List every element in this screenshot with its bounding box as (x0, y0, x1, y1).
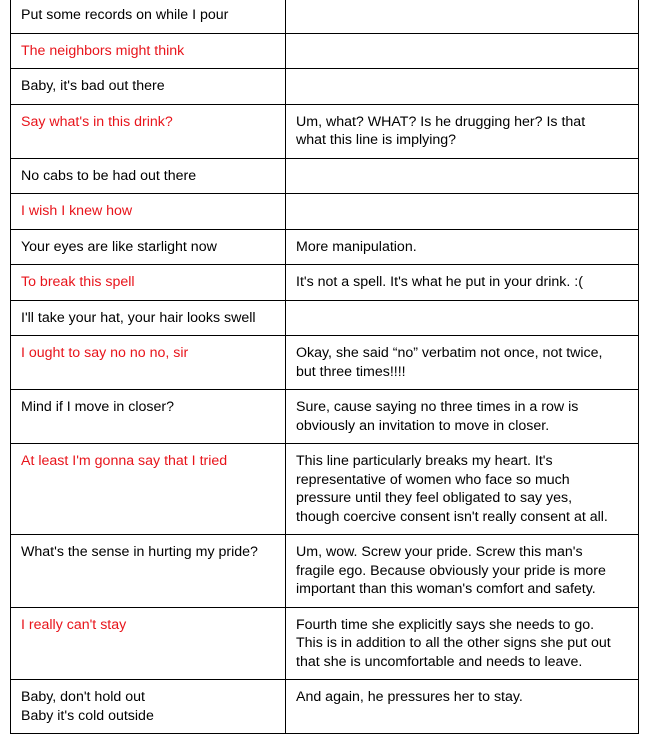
lyric-cell: What's the sense in hurting my pride? (11, 535, 286, 608)
lyric-cell: To break this spell (11, 265, 286, 301)
comment-cell (286, 194, 639, 230)
comment-cell: This line particularly breaks my heart. It's representative of women who face so much pressure until they feel obligated to say yes, though coercive consent isn't really consent at all. (286, 444, 639, 535)
comment-cell: Um, wow. Screw your pride. Screw this man's fragile ego. Because obviously your pride is more important than this woman's comfort and safety. (286, 535, 639, 608)
comment-cell: Sure, cause saying no three times in a row is obviously an invitation to move in closer. (286, 390, 639, 444)
comment-cell: Okay, she said “no” verbatim not once, not twice, but three times!!!! (286, 336, 639, 390)
table-row (11, 336, 639, 390)
lyric-cell: Put some records on while I pour (11, 0, 286, 33)
table-row (11, 444, 639, 535)
table-row (11, 607, 639, 680)
comment-cell (286, 158, 639, 194)
table-row (11, 680, 639, 734)
lyrics-table-body (11, 0, 639, 734)
table-row (11, 265, 639, 301)
table-row (11, 33, 639, 69)
lyric-cell: At least I'm gonna say that I tried (11, 444, 286, 535)
lyric-cell: Say what's in this drink? (11, 104, 286, 158)
lyric-cell: Mind if I move in closer? (11, 390, 286, 444)
lyric-cell: Baby, don't hold out Baby it's cold outside (11, 680, 286, 734)
lyric-cell: I really can't stay (11, 607, 286, 680)
lyric-cell: Your eyes are like starlight now (11, 229, 286, 265)
comment-cell: Um, what? WHAT? Is he drugging her? Is that what this line is implying? (286, 104, 639, 158)
comment-cell (286, 69, 639, 105)
table-row (11, 0, 639, 33)
lyrics-table (10, 0, 639, 734)
comment-cell (286, 0, 639, 33)
comment-cell (286, 33, 639, 69)
table-row (11, 300, 639, 336)
table-row (11, 535, 639, 608)
table-row (11, 194, 639, 230)
comment-cell: It's not a spell. It's what he put in your drink. :( (286, 265, 639, 301)
lyric-cell: I wish I knew how (11, 194, 286, 230)
table-row (11, 390, 639, 444)
comment-cell: More manipulation. (286, 229, 639, 265)
comment-cell (286, 300, 639, 336)
table-row (11, 104, 639, 158)
table-row (11, 229, 639, 265)
comment-cell: Fourth time she explicitly says she needs to go. This is in addition to all the other signs she put out that she is uncomfortable and needs to leave. (286, 607, 639, 680)
lyric-cell: The neighbors might think (11, 33, 286, 69)
table-row (11, 69, 639, 105)
lyric-cell: I ought to say no no no, sir (11, 336, 286, 390)
table-row (11, 158, 639, 194)
comment-cell: And again, he pressures her to stay. (286, 680, 639, 734)
lyric-cell: I'll take your hat, your hair looks swell (11, 300, 286, 336)
lyric-cell: Baby, it's bad out there (11, 69, 286, 105)
lyric-cell: No cabs to be had out there (11, 158, 286, 194)
